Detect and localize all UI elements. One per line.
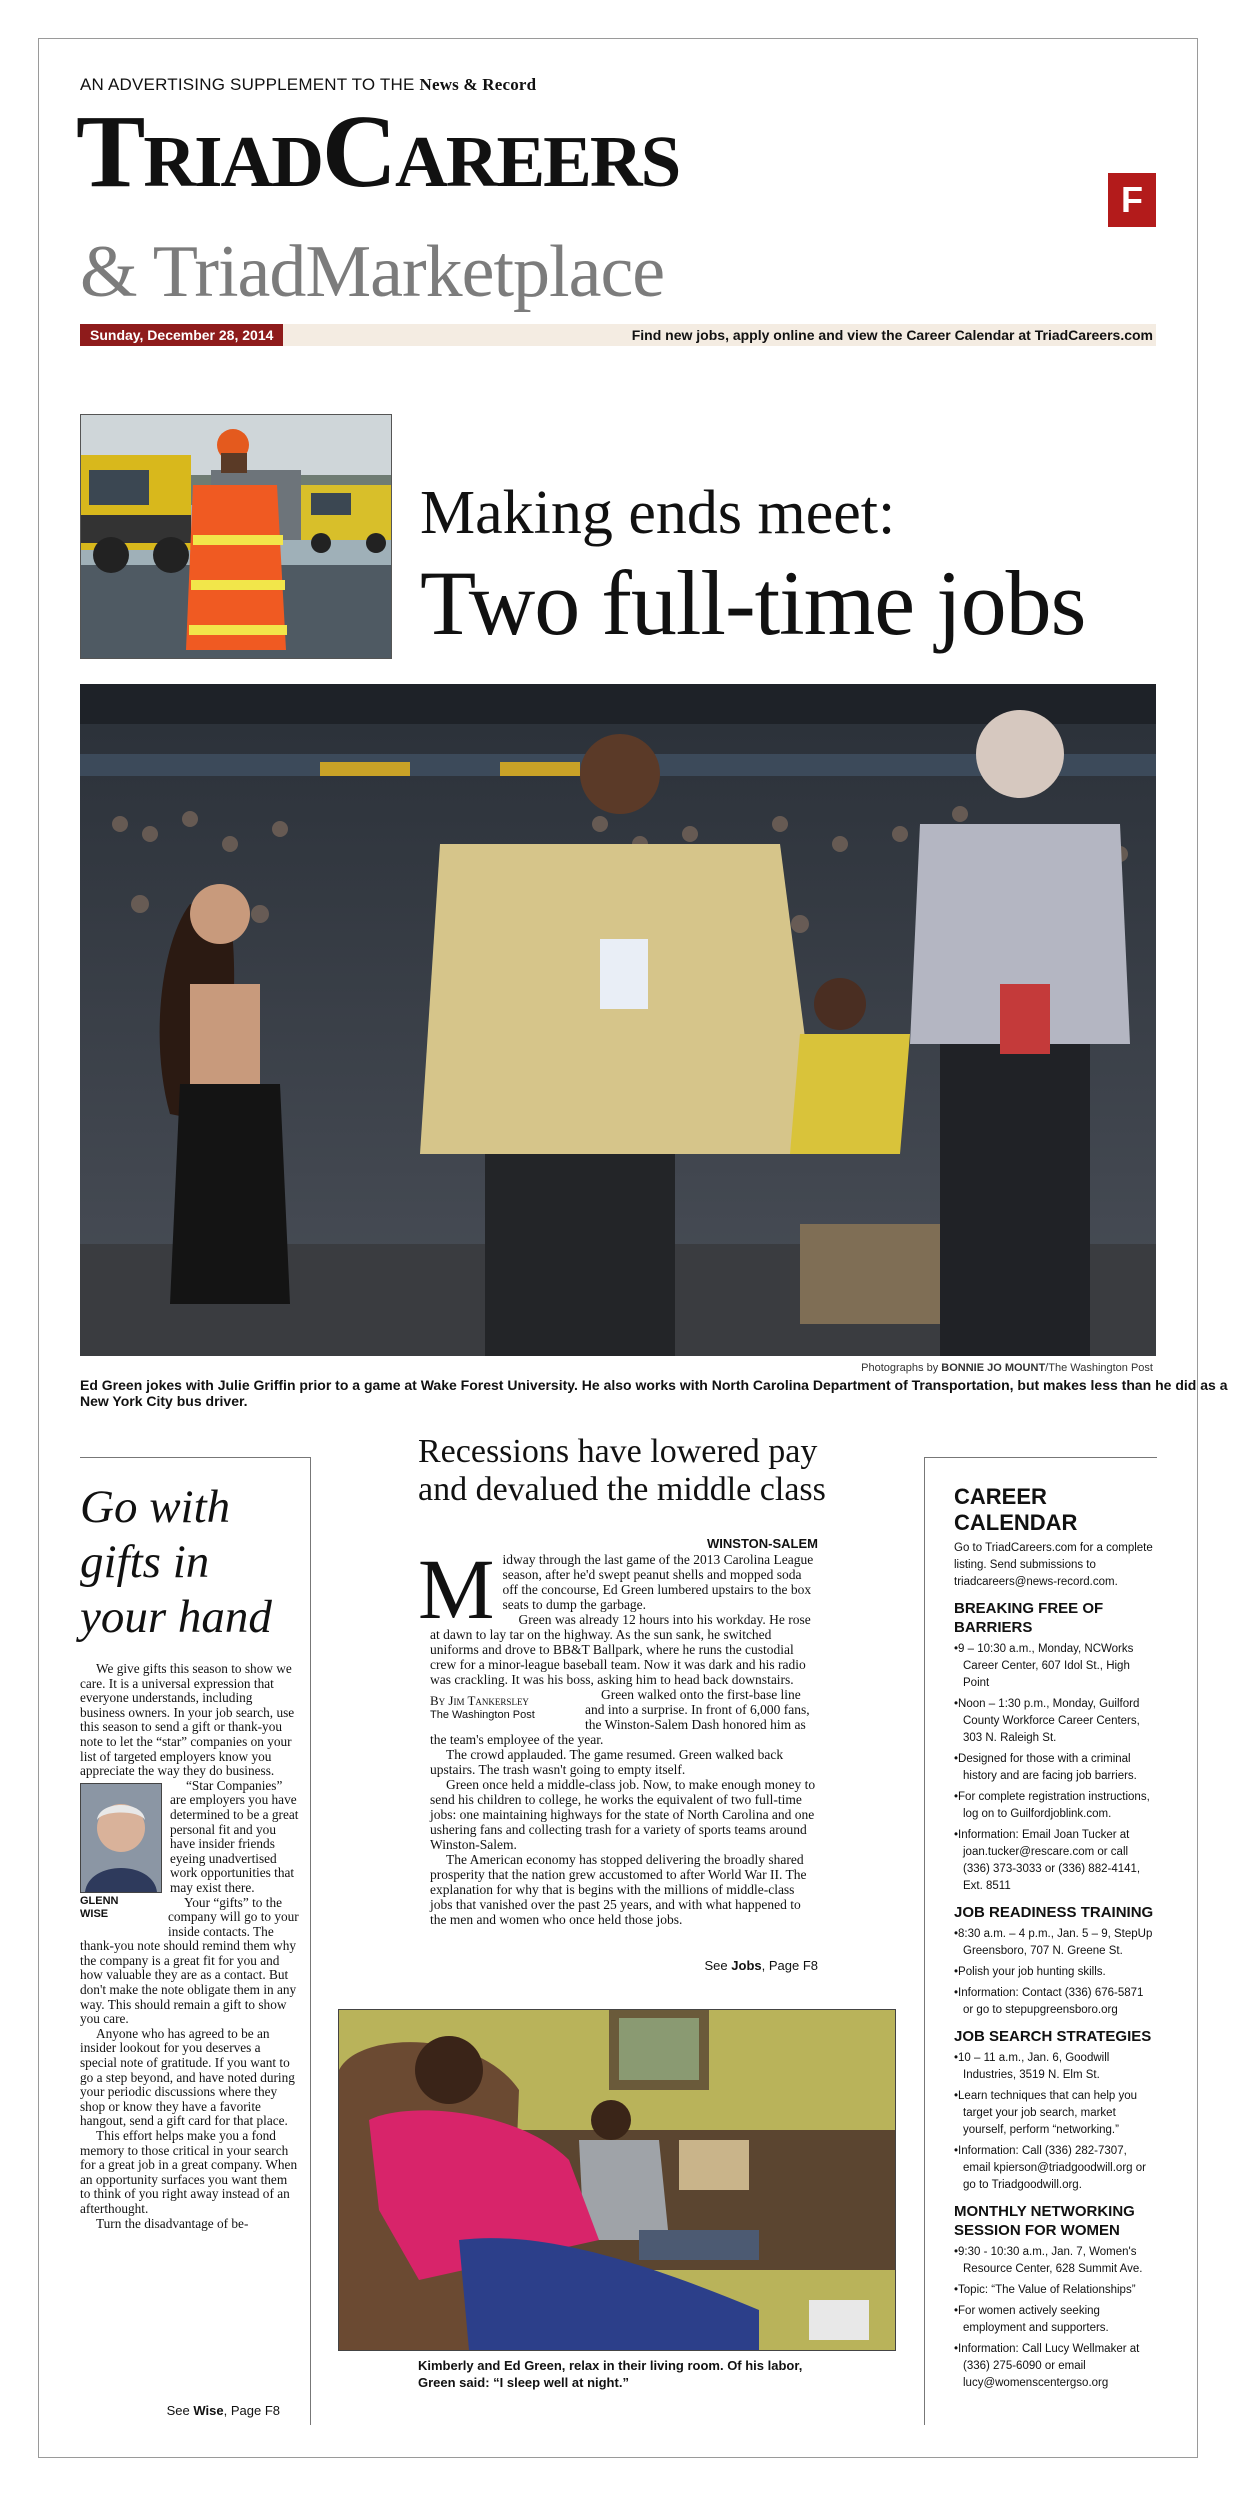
column-paragraph: Turn the disadvantage of be- — [96, 2215, 249, 2231]
story-byline: By Jim Tankersley The Washington Post — [430, 1693, 535, 1721]
calendar-item: • Information: Call (336) 282-7307, email kpierson@triadgoodwill.org or go to Triadgoodwill.org. — [954, 2143, 1156, 2194]
story-paragraph: Green walked onto the first-base line and into a surprise. In front of 6,000 fans, the Winston-Salem Dash honored him as the team's employee of the year. — [430, 1687, 810, 1747]
calendar-intro: Go to TriadCareers.com for a complete listing. Send submissions to triadcareers@news-record.com. — [954, 1542, 1153, 1588]
calendar-item: • Information: Contact (336) 676-5871 or go to stepupgreensboro.org — [954, 1985, 1156, 2019]
living-room-illustration — [339, 2010, 895, 2350]
story-paragraph: The crowd applauded. The game resumed. Green walked back upstairs. The trash wasn't going to empty itself. — [430, 1747, 784, 1777]
calendar-section-list — [954, 1926, 1156, 2019]
author-portrait-illustration — [81, 1784, 161, 1892]
photo-highway-worker[interactable] — [80, 414, 392, 659]
calendar-section-list — [954, 1641, 1156, 1895]
calendar-section-heading: BREAKING FREE OF BARRIERS — [954, 1600, 1104, 1636]
living-room-caption: Kimberly and Ed Green, relax in their living room. Of his labor, Green said: “I sleep well at night.” — [418, 2358, 803, 2390]
supplement-line: AN ADVERTISING SUPPLEMENT TO THE News & Record — [80, 75, 537, 94]
story-dateline: WINSTON-SALEM — [707, 1536, 818, 1551]
highway-worker-illustration — [81, 415, 391, 658]
story-subhead[interactable]: Recessions have lowered pay and devalued the middle class — [418, 1433, 826, 1508]
story-paragraph: Green was already 12 hours into his workday. He rose at dawn to lay tar on the highway. As the sun sank, he switched uniforms and drove to BB&T Ballpark, where he runs the custodial crew for a minor-league baseball team. Now it was dark and his radio was crackling. It was his boss, asking him to head back downstairs. — [430, 1612, 811, 1687]
career-calendar — [954, 1484, 1156, 2396]
column-paragraph: “Star Companies” are employers you have determined to be a great personal fit and you have insider friends eyeing unadvertised work opportunities that may exist there. — [170, 1777, 299, 1895]
calendar-item: • For complete registration instructions, log on to Guilfordjoblink.com. — [954, 1789, 1156, 1823]
calendar-item: • 10 – 11 a.m., Jan. 6, Goodwill Industries, 3519 N. Elm St. — [954, 2050, 1156, 2084]
calendar-item: • Designed for those with a criminal history and are facing job barriers. — [954, 1751, 1156, 1785]
section-badge: F — [1108, 173, 1156, 227]
headline-kicker: Making ends meet: — [420, 479, 896, 547]
photo-arena[interactable] — [80, 684, 1156, 1356]
logo-triadcareers[interactable]: TriadCareers — [76, 94, 680, 209]
calendar-item: • Topic: “The Value of Relationships” — [954, 2282, 1156, 2299]
calendar-section-heading: JOB READINESS TRAINING — [954, 1904, 1154, 1921]
story-paragraph: Green once held a middle-class job. Now, to make enough money to send his children to college, he works the equivalent of two full-time jobs: one maintaining highways for the state of North Carolina and one ushering fans and collecting trash for a variety of sports teams around Winston-Salem. — [430, 1777, 816, 1852]
column-paragraph: This effort helps make you a fond memory to those critical in your search for a great job in a great company. When an opportunity surfaces you want them to think of you right away instead of an afterthought. — [80, 2128, 298, 2216]
drop-cap: M — [418, 1541, 495, 1637]
calendar-section-list — [954, 2050, 1156, 2194]
calendar-item: • For women actively seeking employment and supporters. — [954, 2303, 1156, 2337]
calendar-title[interactable]: CAREER CALENDAR — [954, 1484, 1078, 1535]
photo-caption: Ed Green jokes with Julie Griffin prior to a game at Wake Forest University. He also works with North Carolina Department of Transportation, but makes less than he did as a New York City bus driver. — [80, 1377, 1228, 1409]
photo-credit: Photographs by BONNIE JO MOUNT/The Washington Post — [861, 1362, 1153, 1374]
calendar-item: • Noon – 1:30 p.m., Monday, Guilford County Workforce Career Centers, 303 N. Raleigh St. — [954, 1696, 1156, 1747]
calendar-section-heading: MONTHLY NETWORKING SESSION FOR WOMEN — [954, 2203, 1135, 2239]
calendar-item: • 8:30 a.m. – 4 p.m., Jan. 5 – 9, StepUp Greensboro, 707 N. Greene St. — [954, 1926, 1156, 1960]
calendar-item: • Learn techniques that can help you target your job search, market yourself, perform “networking.” — [954, 2088, 1156, 2139]
logo-triadmarketplace: & TriadMarketplace — [80, 231, 665, 313]
calendar-section-heading: JOB SEARCH STRATEGIES — [954, 2028, 1152, 2045]
column-title[interactable]: Go with gifts in your hand — [80, 1481, 272, 1643]
author-name: GLENN WISE — [80, 1894, 119, 1920]
site-tagline[interactable]: Find new jobs, apply online and view the Career Calendar at TriadCareers.com — [631, 327, 1153, 343]
story-body: Midway through the last game of the 2013 Carolina League season, after he'd swept peanut shells and mopped soda off the concourse, Ed Green lumbered upstairs to the box seats to dump the garbage. Green was already 12 hours into his workday. He rose at dawn to lay tar on the highway. As the sun sank, he switched uniforms and drove to BB&T Ballpark, where he runs the custodial crew for a minor-league baseball team. Now it was dark and his radio was crackling. It was his boss, asking him to head back downstairs. By Jim Tankersley The Washington Post Green walked onto the first-base line and into a surprise. In front of 6,000 fans, the Winston-Salem Dash honored him as the team's employee of the year. The crowd applauded. The game resumed. Green walked back upstairs. The trash wasn't going to empty itself. Green once held a middle-class job. Now, to make enough money to send his children to college, he works the equivalent of two full-time jobs: one maintaining highways for the state of North Carolina and one ushering fans and collecting trash for a variety of sports teams around Winston-Salem. The American economy has stopped delivering the broadly shared prosperity that the nation grew accustomed to after World War II. The explanation for why that is begins with the millions of middle-class jobs that vanished over the past 25 years, and with what happened to the men and women who once held those jobs. — [430, 1552, 818, 1927]
photo-living-room[interactable] — [338, 2009, 896, 2351]
author-photo — [80, 1783, 162, 1893]
calendar-item: • Polish your job hunting skills. — [954, 1964, 1156, 1981]
column-body — [80, 1662, 300, 2231]
calendar-item: • Information: Email Joan Tucker at joan.tucker@rescare.com or call (336) 373-3033 or (336) 882-4141, Ext. 8511 — [954, 1827, 1156, 1895]
calendar-item: • 9:30 - 10:30 a.m., Jan. 7, Women's Resource Center, 628 Summit Ave. — [954, 2244, 1156, 2278]
column-jump-link[interactable]: See Wise, Page F8 — [166, 2403, 280, 2418]
column-paragraph: We give gifts this season to show we care. It is a universal expression that everyone understands, including business owners. In your job search, use this season to send a gift or thank-you note to let the “star” companies on your list of targeted employers know you appreciate the way they do business. — [80, 1661, 295, 1779]
calendar-item: • 9 – 10:30 a.m., Monday, NCWorks Career Center, 607 Idol St., High Point — [954, 1641, 1156, 1692]
headline-main[interactable]: Two full-time jobs — [420, 552, 1086, 654]
column-paragraph: Your “gifts” to the company will go to your inside contacts. The thank-you note should remind them why the company is a great fit for you and how valuable they are as a contact. But don't make the note obligate them in any way. This should remain a gift to show you care. — [80, 1894, 299, 2027]
issue-date: Sunday, December 28, 2014 — [80, 324, 283, 346]
calendar-section-list — [954, 2244, 1156, 2392]
story-paragraph: The American economy has stopped delivering the broadly shared prosperity that the nation grew accustomed to after World War II. The explanation for why that is begins with the millions of middle-class jobs that vanished over the past 25 years, and with what happened to the men and women who once held those jobs. — [430, 1852, 807, 1927]
arena-scene-illustration — [80, 684, 1156, 1356]
column-paragraph: Anyone who has agreed to be an insider lookout for you deserves a special note of gratitude. If you want to go a step beyond, and have noted during your periodic discussions where they shop or know they have a favorite hangout, send a gift card for that place. — [80, 2025, 295, 2129]
story-jump-link[interactable]: See Jobs, Page F8 — [704, 1958, 818, 1973]
calendar-item: • Information: Call Lucy Wellmaker at (336) 275-6090 or email lucy@womenscentergso.org — [954, 2341, 1156, 2392]
